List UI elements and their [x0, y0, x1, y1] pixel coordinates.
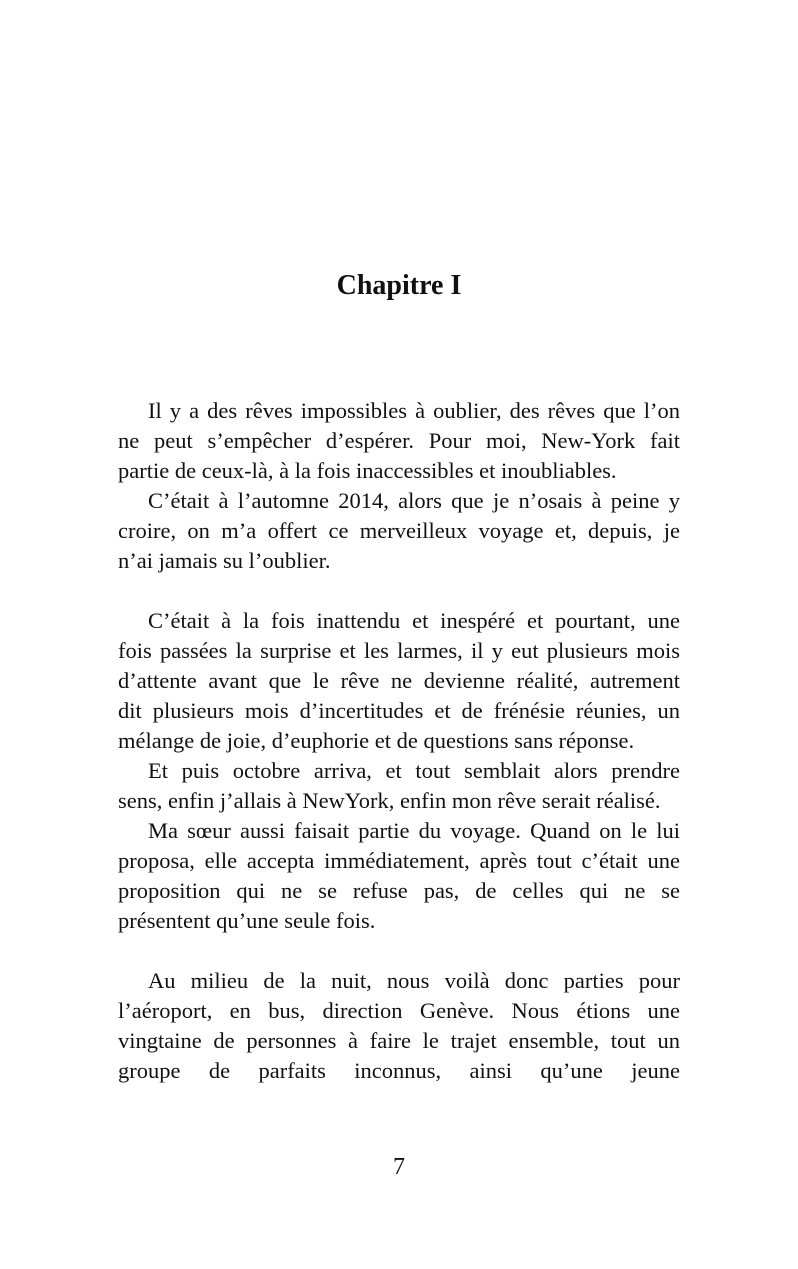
paragraph — [118, 396, 680, 486]
chapter-title: Chapitre I — [336, 270, 462, 301]
text-line: vingtaine de personnes à faire le trajet ensemble, tout un — [118, 1028, 680, 1053]
text-line: Ma sœur aussi faisait partie du voyage. Quand on le lui — [148, 818, 680, 843]
text-line: Et puis octobre arriva, et tout semblait alors prendre — [148, 758, 680, 783]
text-line: C’était à la fois inattendu et inespéré et pourtant, une — [148, 608, 680, 633]
paragraph-gap — [118, 936, 680, 966]
text-line: proposition qui ne se refuse pas, de celles qui ne se — [118, 878, 680, 903]
text-line: partie de ceux-là, à la fois inaccessibles et inoubliables. — [118, 458, 617, 483]
body-text — [118, 396, 680, 1086]
text-line: mélange de joie, d’euphorie et de questions sans réponse. — [118, 728, 635, 753]
text-line: dit plusieurs mois d’incertitudes et de frénésie réunies, un — [118, 698, 680, 723]
paragraph-gap — [118, 576, 680, 606]
text-line: groupe de parfaits inconnus, ainsi qu’une jeune — [118, 1058, 680, 1083]
text-line: présentent qu’une seule fois. — [118, 908, 376, 933]
paragraph — [118, 486, 680, 576]
paragraph — [118, 966, 680, 1086]
paragraph — [118, 756, 680, 816]
text-line: d’attente avant que le rêve ne devienne réalité, autrement — [118, 668, 680, 693]
text-line: croire, on m’a offert ce merveilleux voyage et, depuis, je — [118, 518, 680, 543]
text-line: Au milieu de la nuit, nous voilà donc parties pour — [148, 968, 680, 993]
text-line: ne peut s’empêcher d’espérer. Pour moi, New-York fait — [118, 428, 680, 453]
text-line: l’aéroport, en bus, direction Genève. Nous étions une — [118, 998, 680, 1023]
text-line: fois passées la surprise et les larmes, il y eut plusieurs mois — [118, 638, 680, 663]
text-line: Il y a des rêves impossibles à oublier, des rêves que l’on — [148, 398, 680, 423]
text-line: C’était à l’automne 2014, alors que je n’osais à peine y — [148, 488, 680, 513]
paragraph — [118, 606, 680, 756]
text-line: sens, enfin j’allais à NewYork, enfin mon rêve serait réalisé. — [118, 788, 661, 813]
text-line: n’ai jamais su l’oublier. — [118, 548, 331, 573]
paragraph — [118, 816, 680, 936]
page-number: 7 — [393, 1154, 405, 1180]
text-line: proposa, elle accepta immédiatement, après tout c’était une — [118, 848, 680, 873]
